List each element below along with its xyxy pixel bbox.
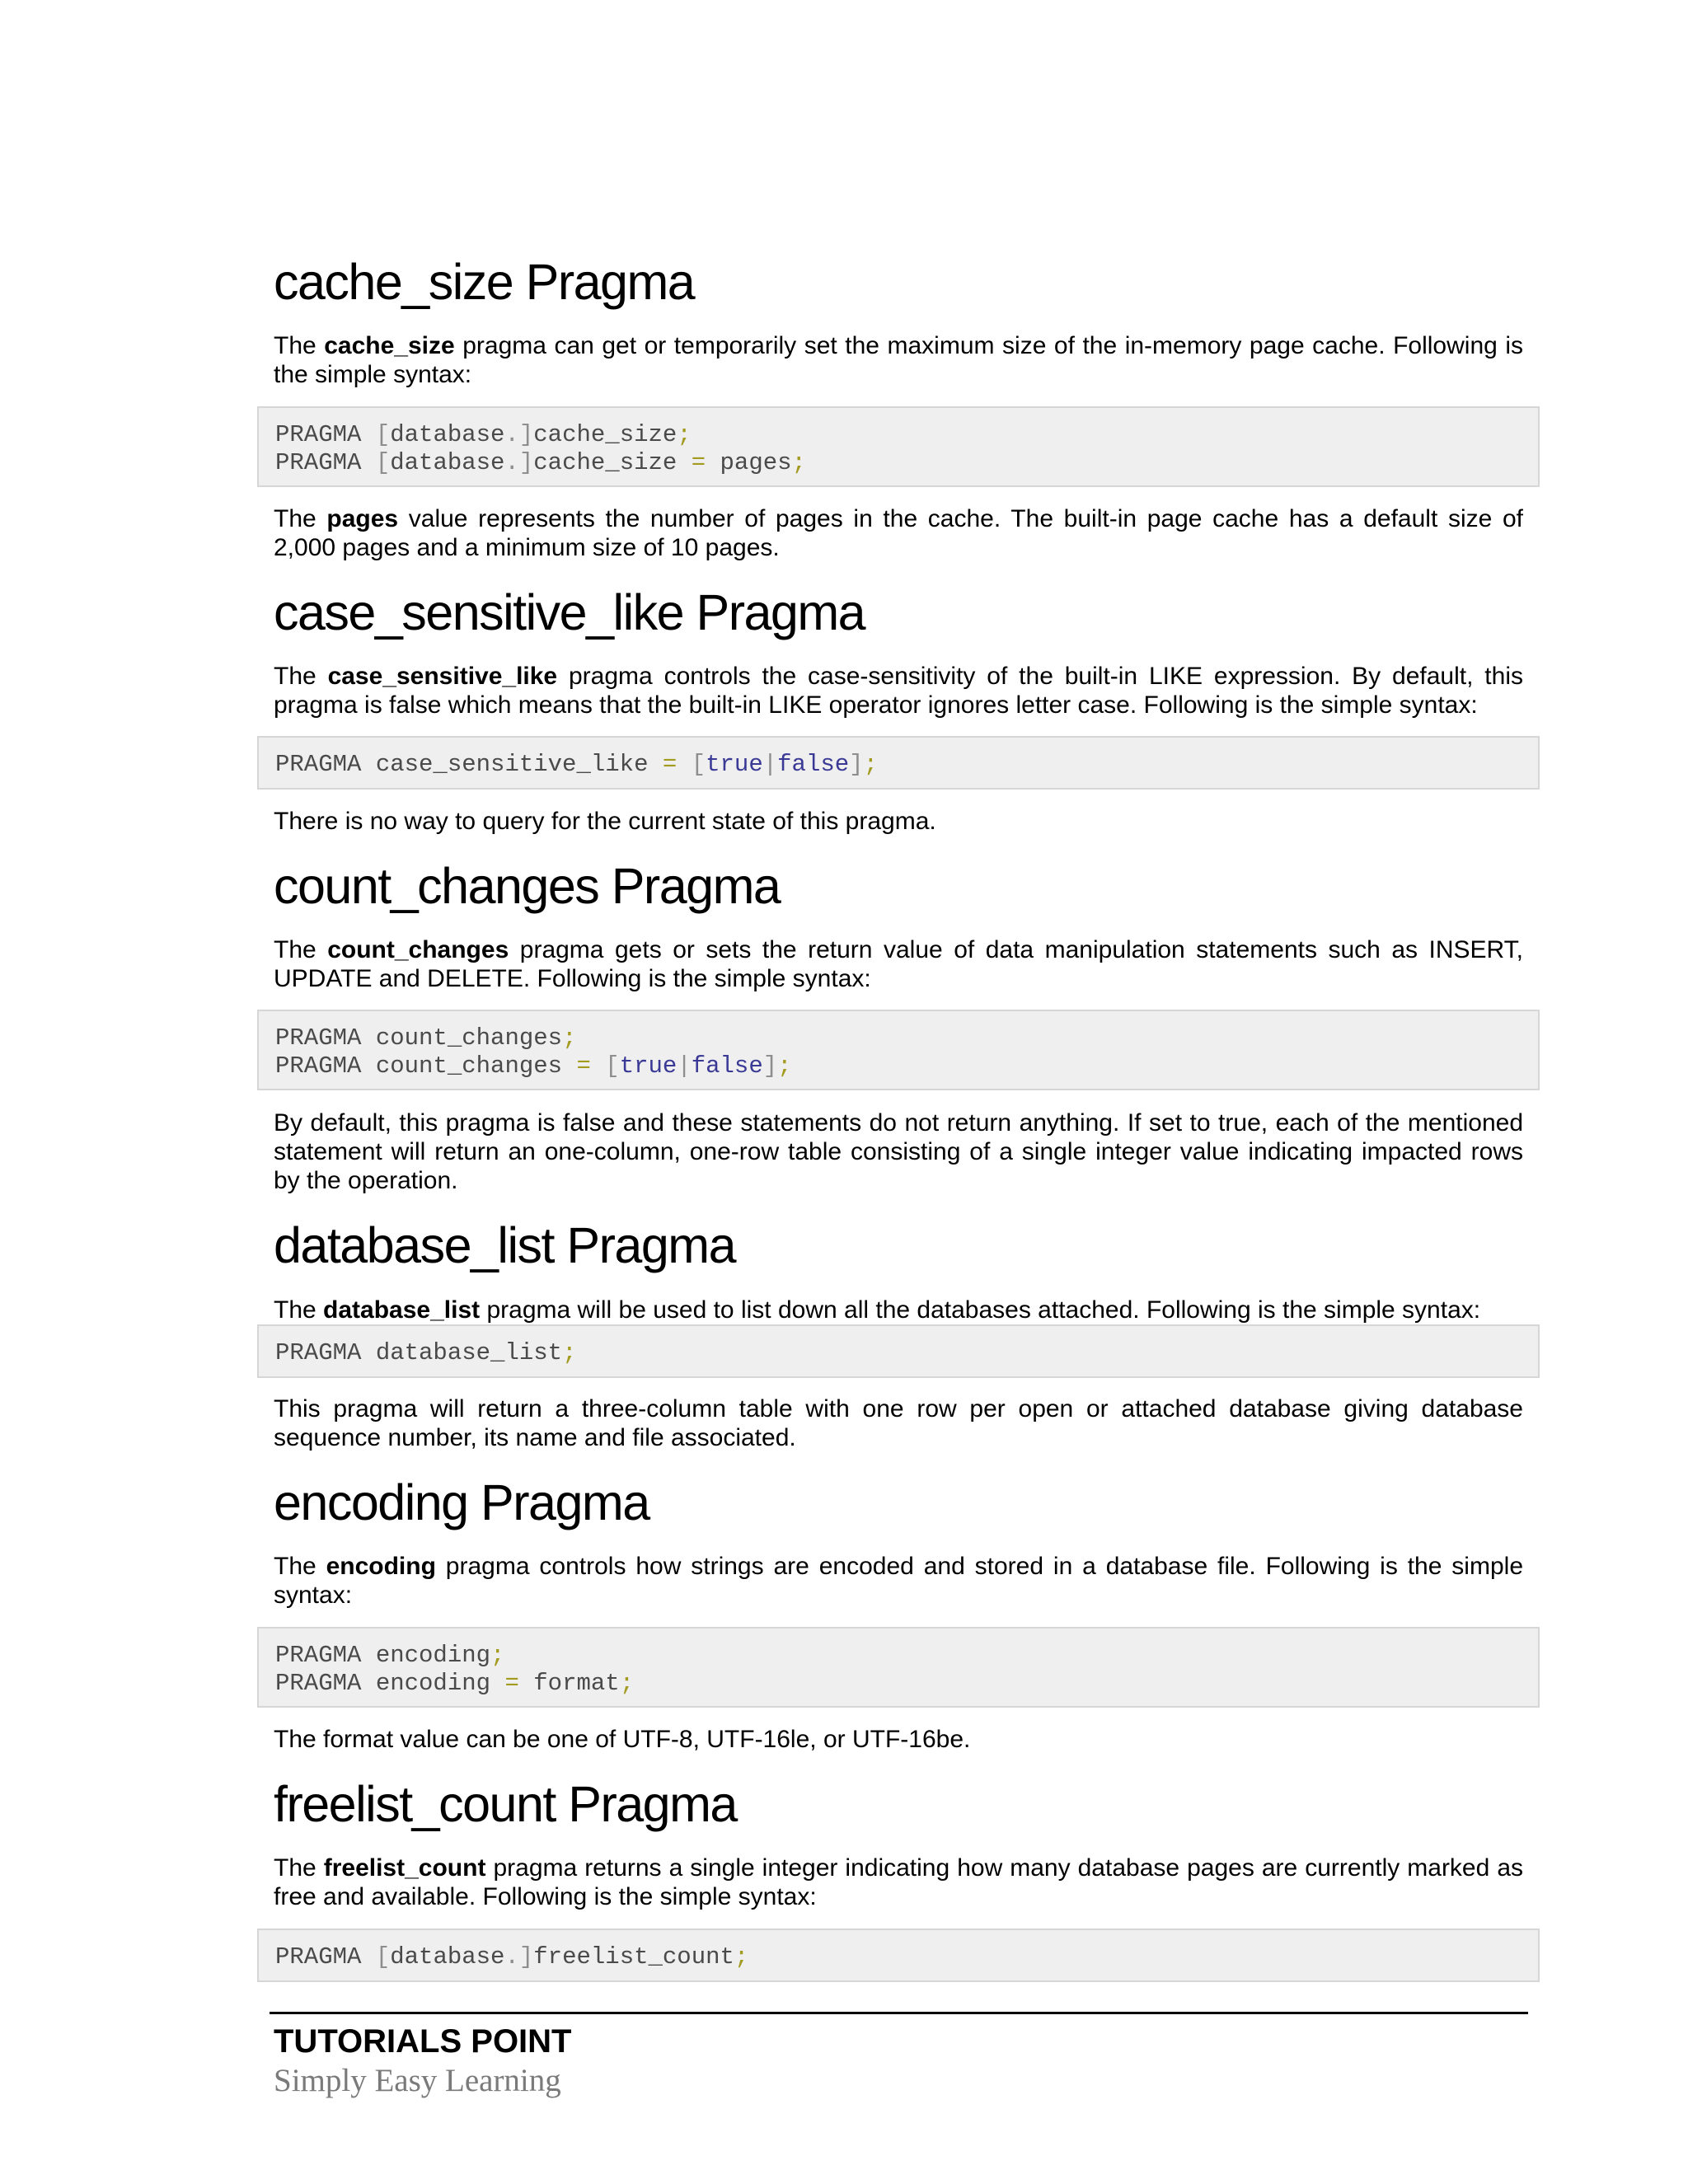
code-punctuation: [ (375, 1943, 391, 1971)
code-text (591, 1052, 605, 1080)
code-punctuation: ] (518, 1943, 534, 1971)
code-operator: ; (562, 1339, 577, 1366)
pragma-name: encoding (326, 1553, 436, 1580)
code-punctuation: [ (375, 421, 391, 448)
code-punctuation: . (504, 449, 519, 476)
section-note: This pragma will return a three-column table with one row per open or attached database giving database sequence number, its name and file associated. (274, 1395, 1523, 1451)
section-description: The cache_size pragma can get or temporarily set the maximum size of the in-memory page cache. Following is the simple syntax: (274, 332, 1524, 388)
code-line (275, 1943, 1522, 1971)
code-operator: = (691, 449, 706, 476)
code-block (257, 1324, 1540, 1378)
code-operator: ; (734, 1943, 749, 1971)
code-text: cache_size (533, 449, 692, 476)
code-text: PRAGMA case_sensitive_like (275, 751, 663, 778)
code-block (257, 406, 1540, 487)
code-punctuation: | (762, 751, 778, 778)
value-name: pages (326, 505, 399, 532)
section-note: The format value can be one of UTF-8, UTF-16le, or UTF-16be. (274, 1726, 971, 1753)
code-line (275, 751, 1522, 779)
footer-tagline: Simply Easy Learning (274, 2063, 561, 2098)
code-operator: ; (791, 449, 806, 476)
section-description: The freelist_count pragma returns a single integer indicating how many database pages are currently marked as free and available. Following is the simple syntax: (274, 1854, 1524, 1910)
section-description: The count_changes pragma gets or sets the return value of data manipulation statements such as INSERT, UPDATE and DELETE. Following is the simple syntax: (274, 936, 1523, 992)
section-note: The pages value represents the number of pages in the cache. The built-in page cache has a default size of 2,000 pages and a minimum size of 10 pages. (274, 505, 1523, 561)
code-text: PRAGMA count_changes (275, 1052, 577, 1080)
pragma-name: freelist_count (323, 1854, 486, 1882)
code-operator: ; (562, 1024, 577, 1052)
pragma-name: case_sensitive_like (327, 663, 558, 690)
code-line (275, 1052, 1522, 1080)
code-text: cache_size (533, 421, 678, 448)
footer-brand: TUTORIALS POINT (274, 2023, 572, 2060)
code-operator: = (662, 751, 678, 778)
code-keyword: true (706, 751, 763, 778)
code-text: database (390, 1943, 505, 1971)
section-heading: encoding Pragma (274, 1474, 649, 1530)
code-block (257, 1929, 1540, 1982)
pragma-name: cache_size (324, 332, 455, 359)
pragma-name: database_list (323, 1296, 481, 1324)
code-text: database (390, 449, 505, 476)
code-text: PRAGMA database_list (275, 1339, 563, 1366)
code-operator: = (576, 1052, 591, 1080)
code-block (257, 1627, 1540, 1708)
code-text: PRAGMA (275, 449, 376, 476)
code-text: freelist_count (533, 1943, 734, 1971)
code-block (257, 736, 1540, 790)
section-heading: count_changes Pragma (274, 858, 781, 914)
code-operator: ; (863, 751, 878, 778)
section-heading: database_list Pragma (274, 1217, 736, 1273)
section-note: There is no way to query for the current state of this pragma. (274, 808, 936, 835)
section-description: The case_sensitive_like pragma controls the case-sensitivity of the built-in LIKE expression. By default, this pragma is false which means that the built-in LIKE operator ignores letter case. Following is the simple syntax: (274, 663, 1523, 719)
code-line (275, 449, 1522, 477)
code-punctuation: [ (375, 449, 391, 476)
code-operator: ; (677, 421, 692, 448)
code-punctuation: ] (518, 421, 534, 448)
code-keyword: true (619, 1052, 678, 1080)
code-text: database (390, 421, 505, 448)
code-block (257, 1010, 1540, 1090)
code-text: pages (706, 449, 792, 476)
pragma-name: count_changes (327, 936, 509, 963)
code-operator: ; (619, 1670, 635, 1697)
code-punctuation: ] (762, 1052, 778, 1080)
code-punctuation: | (677, 1052, 692, 1080)
code-line (275, 1024, 1522, 1052)
code-text: PRAGMA (275, 421, 376, 448)
footer-divider (270, 2012, 1528, 2014)
code-punctuation: [ (605, 1052, 620, 1080)
code-text: PRAGMA encoding (275, 1642, 491, 1669)
section-heading: freelist_count Pragma (274, 1776, 737, 1832)
code-line (275, 1642, 1522, 1670)
code-punctuation: ] (849, 751, 864, 778)
code-text: format (518, 1670, 620, 1697)
code-operator: ; (490, 1642, 505, 1669)
code-operator: = (504, 1670, 519, 1697)
code-punctuation: ] (518, 449, 534, 476)
section-heading: case_sensitive_like Pragma (274, 584, 865, 640)
code-punctuation: [ (691, 751, 706, 778)
section-note: By default, this pragma is false and these statements do not return anything. If set to true, each of the mentioned statement will return an one-column, one-row table consisting of a single integer value indicating impacted rows by the operation. (274, 1109, 1523, 1194)
code-line (275, 1670, 1522, 1698)
section-heading: cache_size Pragma (274, 254, 695, 310)
code-line (275, 1339, 1522, 1367)
code-line (275, 421, 1522, 449)
code-text: PRAGMA count_changes (275, 1024, 563, 1052)
code-keyword: false (691, 1052, 763, 1080)
code-punctuation: . (504, 1943, 519, 1971)
code-text (677, 751, 691, 778)
code-text: PRAGMA encoding (275, 1670, 505, 1697)
code-operator: ; (777, 1052, 792, 1080)
section-description: The encoding pragma controls how strings are encoded and stored in a database file. Following is the simple syntax: (274, 1553, 1524, 1609)
code-keyword: false (777, 751, 850, 778)
section-description: The database_list pragma will be used to list down all the databases attached. Following is the simple syntax: (274, 1296, 1481, 1324)
code-text: PRAGMA (275, 1943, 376, 1971)
code-punctuation: . (504, 421, 519, 448)
